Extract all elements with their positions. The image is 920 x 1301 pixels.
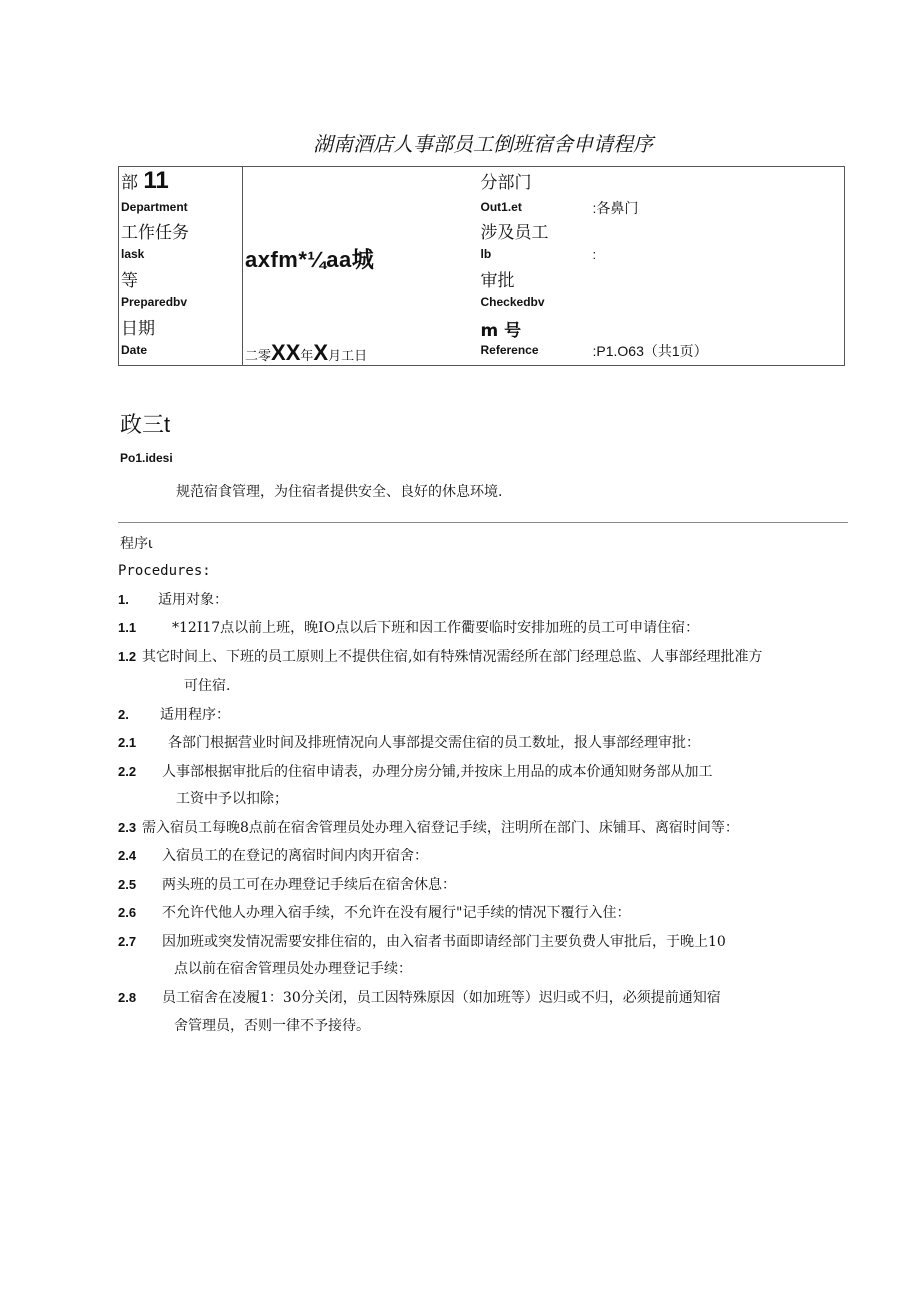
procedure-text: 工资中予以扣除； [176, 791, 288, 807]
procedure-text: 适用对象： [158, 592, 228, 608]
procedure-line [118, 619, 699, 637]
procedure-number: 2. [118, 707, 129, 722]
header-left-cell [119, 167, 243, 366]
procedure-number: 1. [118, 592, 129, 607]
procedure-number: 2.3 [118, 820, 137, 835]
date-label-en: Date [121, 343, 148, 357]
procedure-line [184, 677, 230, 695]
task-label: 工作任务 [121, 223, 189, 243]
procedure-text: 适用程序： [160, 707, 230, 723]
procedure-line [176, 790, 288, 808]
procedure-line [118, 734, 700, 752]
procedure-line [118, 819, 739, 837]
date-part: XX [271, 340, 301, 365]
procedure-text: 各部门根据营业时间及排班情况向人事部提交需住宿的员工数址，报人事部经理审批： [168, 735, 700, 751]
procedure-number: 1.2 [118, 649, 137, 664]
distribution-label-en: Out1.et [480, 200, 522, 214]
reference-label-en: Reference [480, 343, 539, 357]
task-label-en: lask [121, 247, 145, 261]
header-middle-cell [243, 167, 487, 366]
date-part: 二零 [245, 349, 272, 364]
distribution-value: :各鼻门 [592, 200, 639, 216]
approval-label: 审批 [480, 271, 515, 291]
involved-staff-value: : [592, 247, 597, 262]
policy-heading: 政三t [120, 412, 171, 437]
header-table [118, 166, 845, 366]
task-value: axfm*¼aa城 [245, 247, 375, 272]
page-title: 湖南酒店人事部员工倒班宿舍申请程序 [313, 132, 653, 156]
procedure-text: *12I17点以前上班，晚IO点以后下班和因工作衢要临时安排加班的员工可申请住宿： [172, 620, 700, 636]
header-right-cell [480, 167, 845, 366]
procedure-text: 两头班的员工可在办理登记手续后在宿舍休息： [162, 877, 456, 893]
procedure-text: 因加班或突发情况需要安排住宿的，由入宿者书面即请经部门主要负费人审批后，于晚上10 [162, 934, 726, 950]
procedures-heading: 程序ι [120, 536, 153, 552]
procedure-number: 2.7 [118, 934, 137, 949]
procedure-line [118, 989, 721, 1007]
procedure-number: 2.2 [118, 764, 137, 779]
procedure-line [118, 876, 456, 894]
procedure-line [174, 960, 412, 978]
procedures-heading-en: Procedures: [118, 563, 211, 579]
department-label: 部 11 [121, 167, 169, 194]
procedure-text: 人事部根据审批后的住宿申请表，办理分房分铺,并按床上用品的成本价通知财务部从加工 [162, 764, 713, 780]
procedure-number: 2.1 [118, 735, 137, 750]
procedure-line [118, 706, 230, 724]
date-part: 月工日 [328, 349, 368, 364]
distribution-label: 分部门 [480, 173, 532, 193]
procedure-text: 不允许代他人办理入宿手续，不允许在没有履行"记手续的情况下覆行入住： [162, 905, 631, 921]
date-part: X [313, 340, 329, 365]
procedure-text: 其它时间上、下班的员工原则上不提供住宿,如有特殊情况需经所在部门经理总监、人事部经理批准方 [142, 649, 763, 665]
department-label-en: Department [121, 200, 188, 214]
department-value: 11 [143, 167, 169, 194]
procedure-text: 员工宿舍在凌履1：30分关闭，员工因特殊原因（如加班等）迟归或不归，必须提前通知宿 [162, 990, 721, 1006]
section-divider [118, 522, 848, 523]
procedure-number: 2.5 [118, 877, 137, 892]
procedure-line [118, 763, 712, 781]
policy-body: 规范宿食管理，为住宿者提供安全、良好的休息环境. [176, 484, 503, 500]
procedure-line [118, 648, 762, 666]
reference-label: m 号 [480, 321, 522, 341]
procedure-line [118, 591, 228, 609]
involved-staff-label-en: lb [480, 247, 492, 261]
date-label: 日期 [121, 319, 155, 339]
procedure-number: 2.6 [118, 905, 137, 920]
procedure-text: 入宿员工的在登记的离宿时间内肉开宿舍： [162, 848, 428, 864]
involved-staff-label: 涉及员工 [480, 223, 549, 243]
date-value [245, 340, 368, 367]
procedure-line [118, 933, 726, 951]
prepared-label: 等 [121, 271, 138, 291]
procedure-number: 2.8 [118, 990, 137, 1005]
prepared-label-en: Preparedbv [121, 295, 188, 309]
procedure-line [118, 847, 428, 865]
procedure-text: 舍管理员，否则一律不予接待。 [174, 1018, 370, 1034]
procedure-line [118, 904, 630, 922]
procedure-text: 点以前在宿舍管理员处办理登记手续： [174, 961, 412, 977]
procedure-text: 需入宿员工每晚8点前在宿舍管理员处办理入宿登记手续，注明所在部门、床铺耳、离宿时间等： [142, 820, 739, 836]
procedure-number: 1.1 [118, 620, 137, 635]
date-part: 年 [300, 349, 314, 364]
procedure-line [174, 1017, 370, 1035]
policy-heading-en: Po1.idesi [120, 451, 173, 465]
approval-label-en: Checkedbv [480, 295, 545, 309]
reference-value: :P1.O63（共1页） [592, 343, 708, 359]
procedure-text: 可住宿. [184, 678, 231, 694]
procedure-number: 2.4 [118, 848, 137, 863]
